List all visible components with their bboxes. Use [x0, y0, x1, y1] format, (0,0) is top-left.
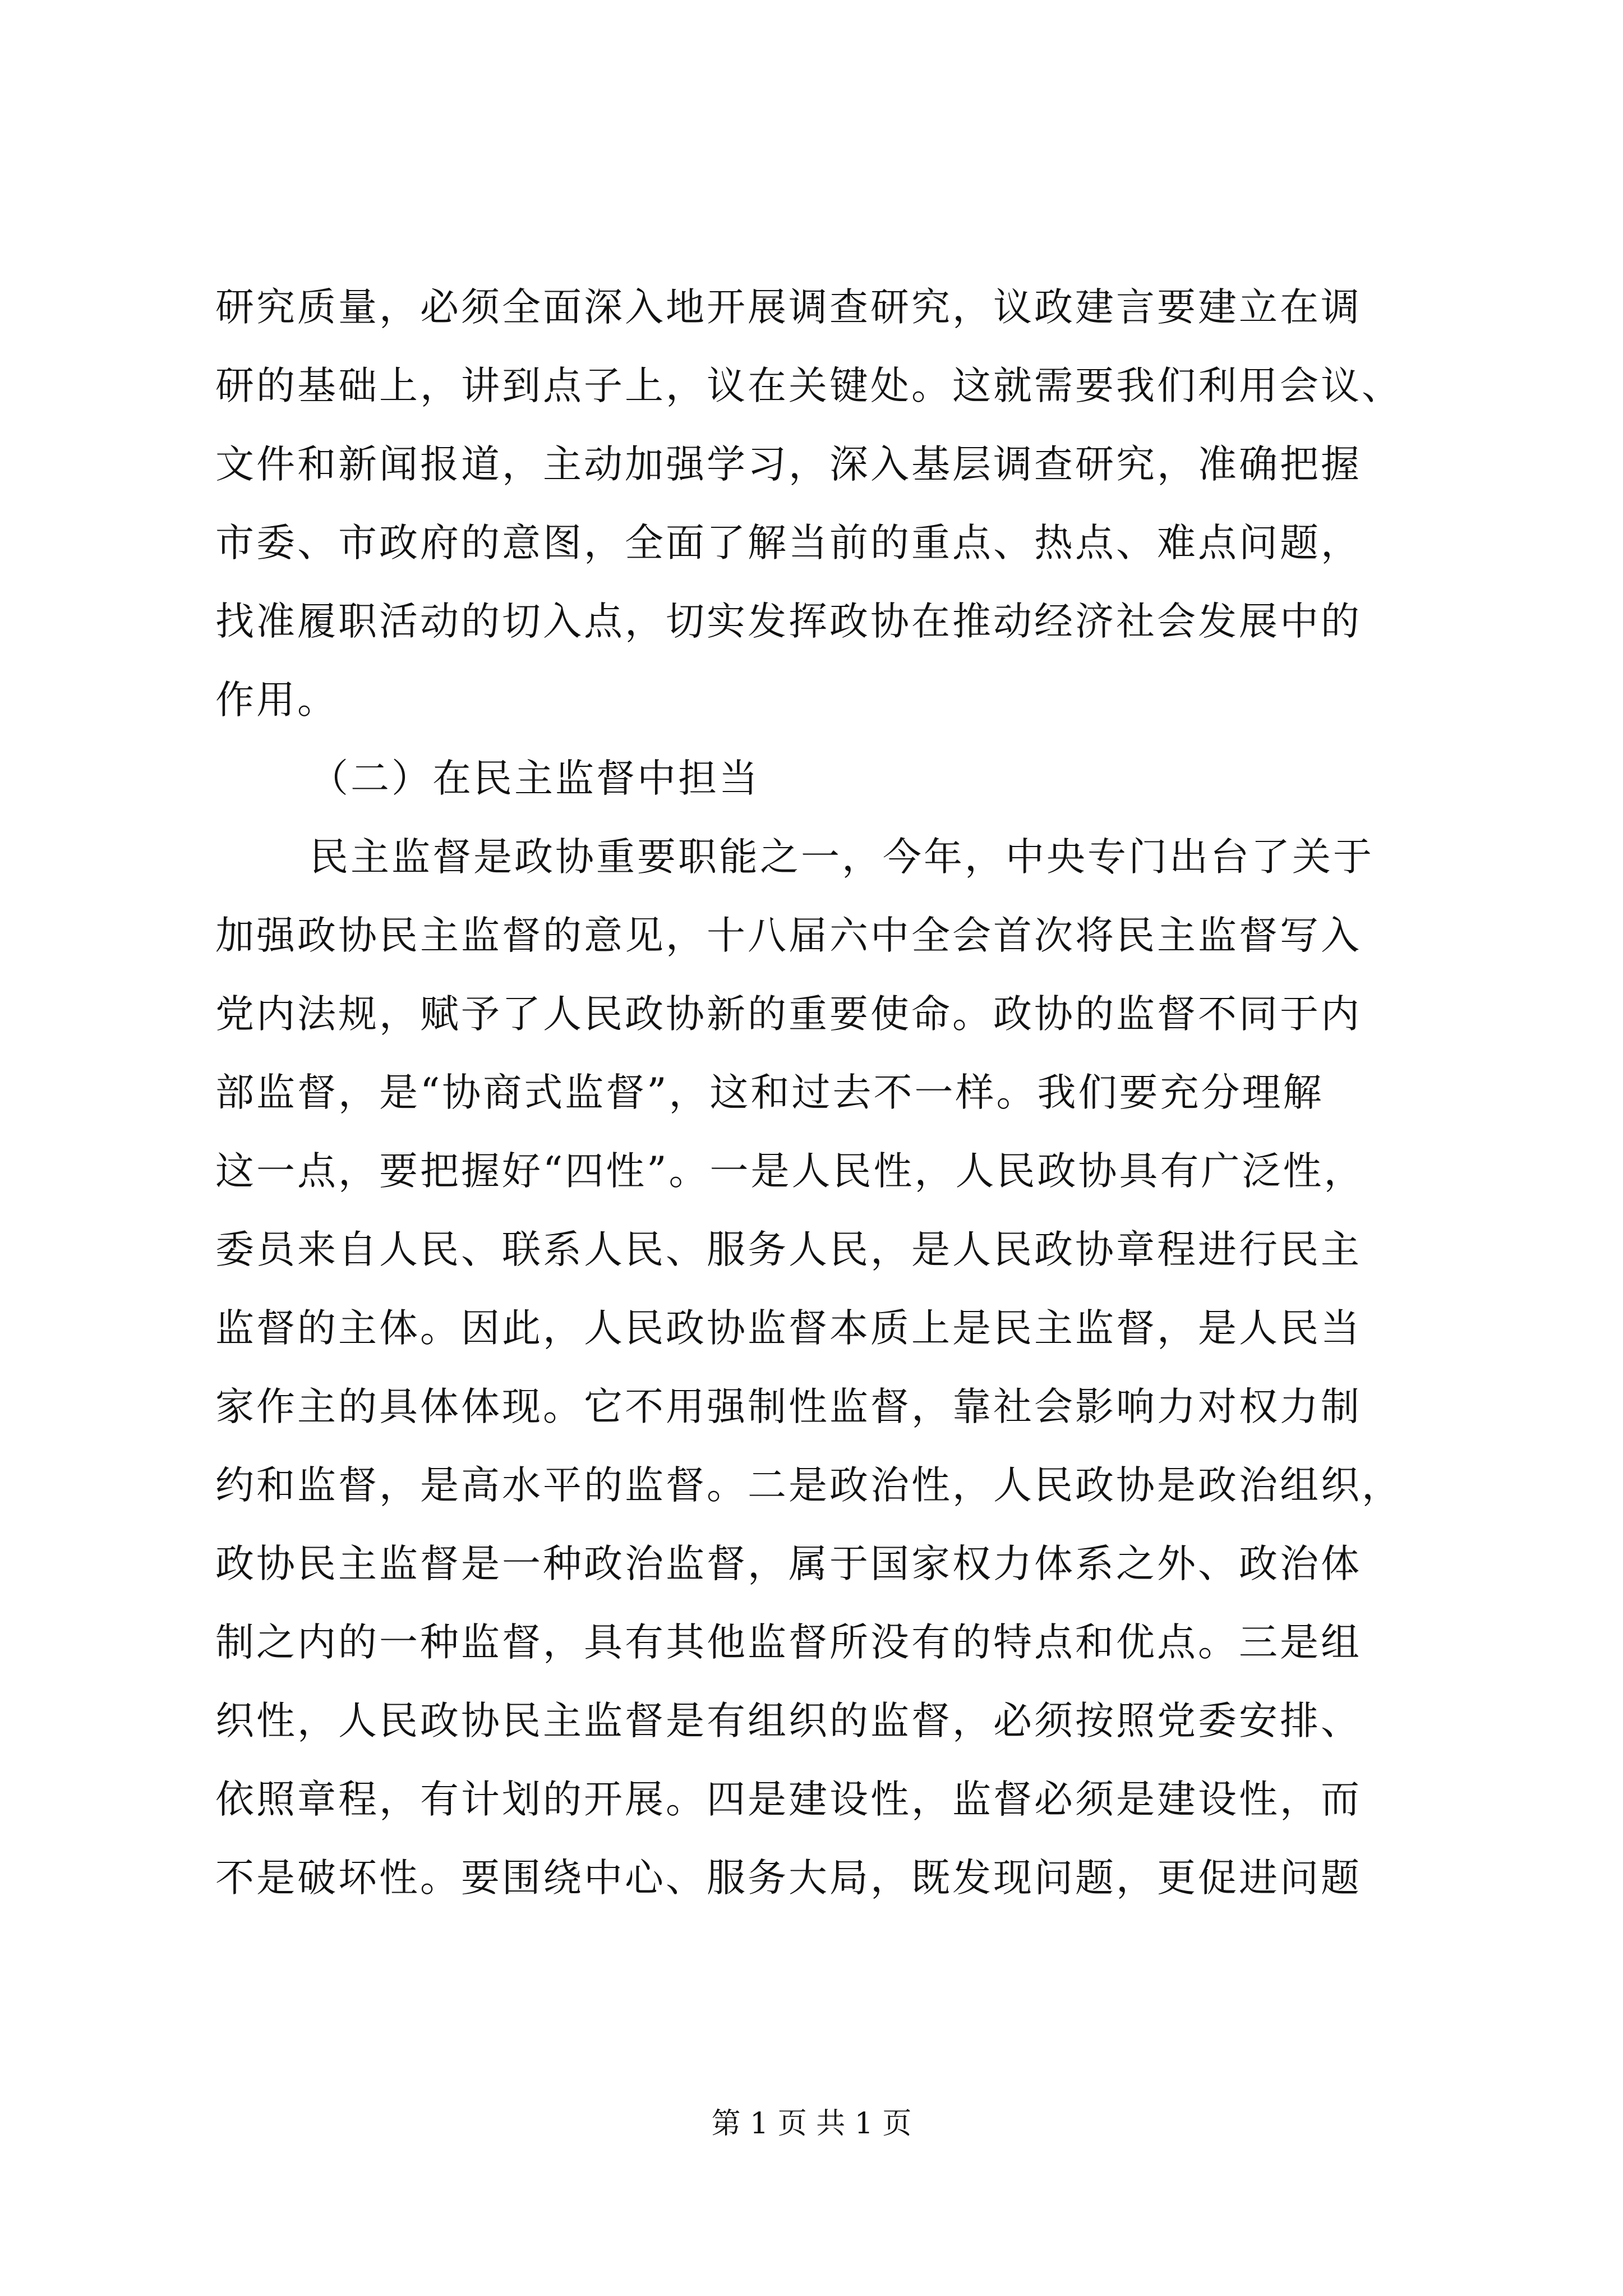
text-line: 文件和新闻报道，主动加强学习，深入基层调查研究，准确把握	[215, 442, 1362, 487]
text-line: 监督的主体。因此，人民政协监督本质上是民主监督，是人民当	[215, 1306, 1362, 1351]
text-line: 委员来自人民、联系人民、服务人民，是人民政协章程进行民主	[215, 1227, 1362, 1272]
text-line: 织性，人民政协民主监督是有组织的监督，必须按照党委安排、	[215, 1699, 1362, 1743]
text-line: 不是破坏性。要围绕中心、服务大局，既发现问题，更促进问题	[215, 1856, 1362, 1901]
text-line: 家作主的具体体现。它不用强制性监督，靠社会影响力对权力制	[215, 1384, 1362, 1429]
text-line: 研究质量，必须全面深入地开展调查研究，议政建言要建立在调	[215, 285, 1362, 330]
text-line: 作用。	[215, 678, 338, 723]
text-line: 研的基础上，讲到点子上，议在关键处。这就需要我们利用会议、	[215, 364, 1403, 408]
text-line: 这一点，要把握好“四性”。一是人民性，人民政协具有广泛性，	[215, 1149, 1365, 1194]
text-line: 制之内的一种监督，具有其他监督所没有的特点和优点。三是组	[215, 1620, 1362, 1665]
text-line: 找准履职活动的切入点，切实发挥政协在推动经济社会发展中的	[215, 599, 1362, 644]
text-line: 民主监督是政协重要职能之一，今年，中央专门出台了关于	[310, 835, 1374, 880]
body-text	[215, 268, 1438, 1917]
text-line: 部监督，是“协商式监督”，这和过去不一样。我们要充分理解	[215, 1070, 1324, 1115]
section-heading: （二）在民主监督中担当	[310, 756, 760, 801]
text-line: 政协民主监督是一种政治监督，属于国家权力体系之外、政治体	[215, 1542, 1362, 1586]
page-footer: 第 1 页 共 1 页	[711, 2107, 912, 2141]
text-line: 市委、市政府的意图，全面了解当前的重点、热点、难点问题，	[215, 521, 1362, 565]
text-line: 加强政协民主监督的意见，十八届六中全会首次将民主监督写入	[215, 913, 1362, 958]
text-line: 约和监督，是高水平的监督。二是政治性，人民政协是政治组织，	[215, 1463, 1403, 1508]
text-line: 党内法规，赋予了人民政协新的重要使命。政协的监督不同于内	[215, 992, 1362, 1037]
text-line: 依照章程，有计划的开展。四是建设性，监督必须是建设性，而	[215, 1777, 1362, 1822]
